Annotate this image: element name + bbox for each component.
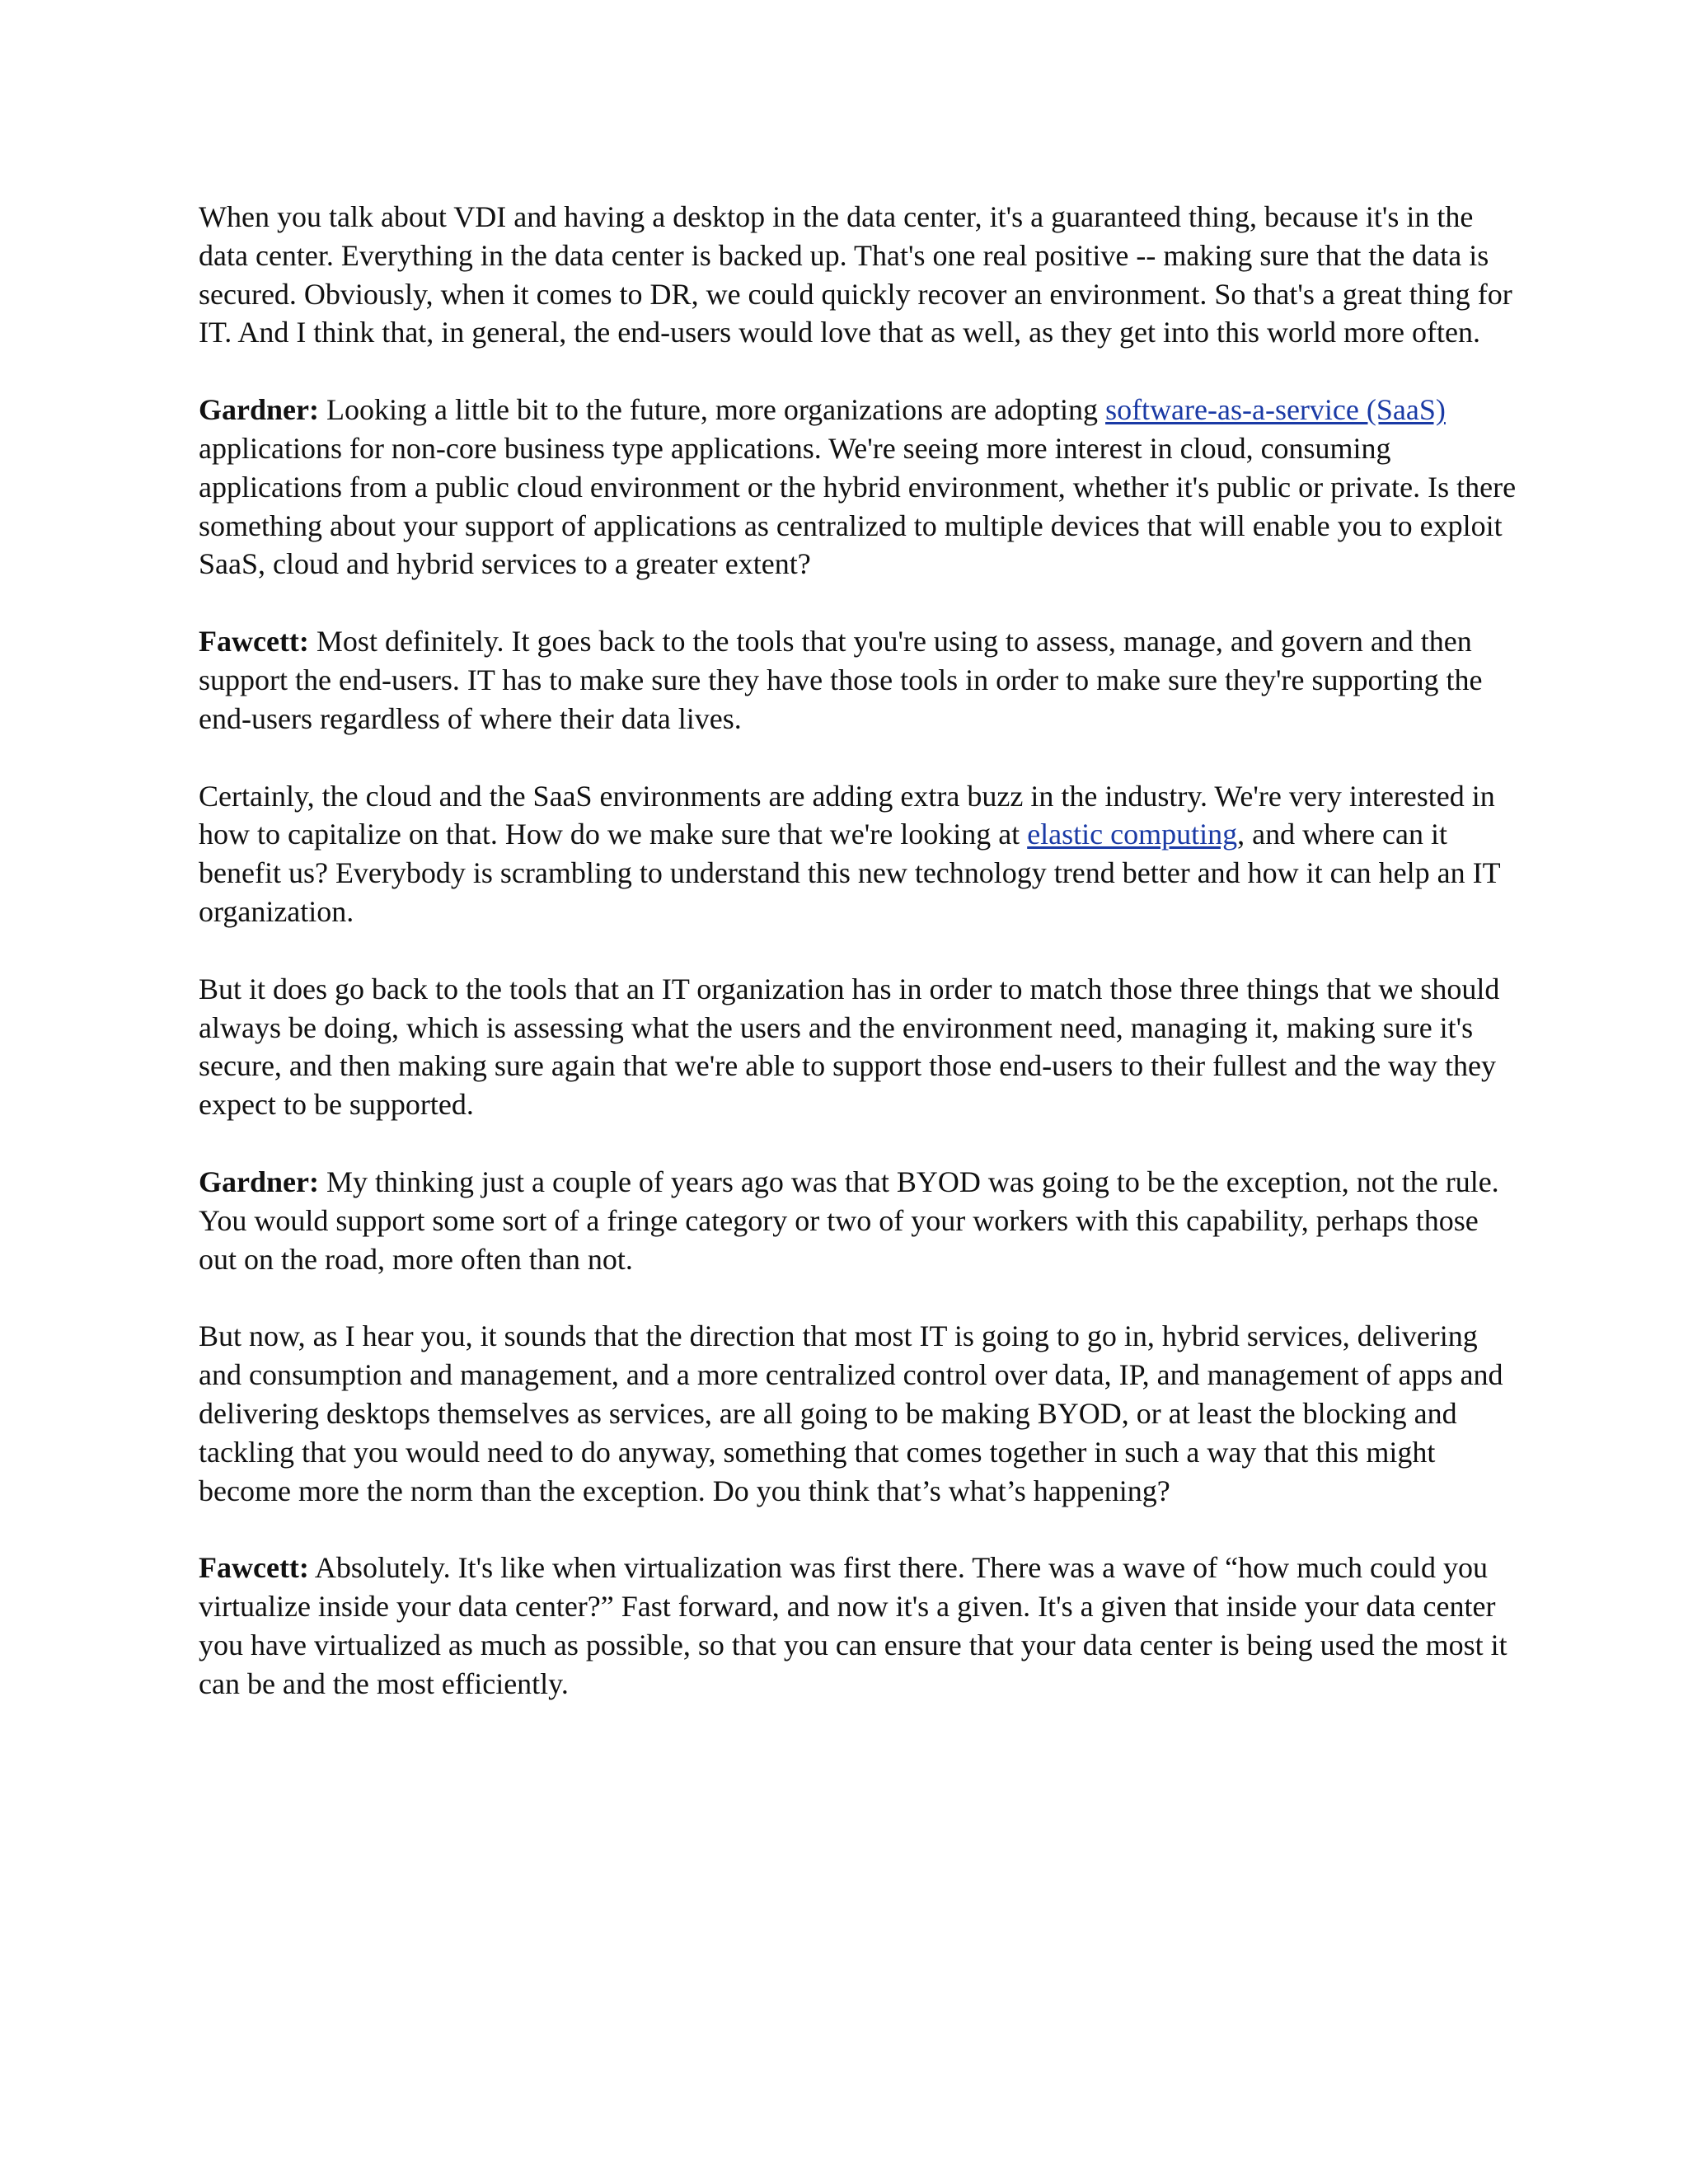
paragraph-text: applications for non-core business type applications. We're seeing more interest in cloud, consuming applications from a public cloud environment or the hybrid environment, whether it's public or private. Is there something about your support of applications as centralized to multiple devices that will enable you to exploit SaaS, cloud and hybrid services to a greater extent? — [199, 431, 1517, 581]
paragraph-7 — [199, 1317, 1517, 1510]
paragraph-4 — [199, 777, 1517, 931]
speaker-label: Fawcett: — [199, 625, 309, 658]
elastic-computing-link[interactable]: elastic computing — [1027, 818, 1238, 851]
paragraph-2 — [199, 391, 1517, 583]
speaker-label: Gardner: — [199, 1165, 319, 1198]
paragraph-3 — [199, 622, 1517, 738]
paragraph-8 — [199, 1549, 1517, 1703]
paragraph-text: My thinking just a couple of years ago was that BYOD was going to be the exception, not the rule. You would support some sort of a fringe category or two of your workers with this capability, perhaps those out on the road, more often than not. — [199, 1165, 1499, 1276]
document-page — [199, 198, 1517, 1742]
paragraph-6 — [199, 1163, 1517, 1278]
paragraph-text: When you talk about VDI and having a desktop in the data center, it's a guaranteed thing, because it's in the data center. Everything in the data center is backed up. That's one real positive -- making sure that the data is secured. Obviously, when it comes to DR, we could quickly recover an environment. So that's a great thing for IT. And I think that, in general, the end-users would love that as well, as they get into this world more often. — [199, 200, 1512, 349]
paragraph-text: Certainly, the cloud and the SaaS environments are adding extra buzz in the industry. We're very interested in how to capitalize on that. How do we make sure that we're looking at — [199, 779, 1495, 851]
saas-link[interactable]: software-as-a-service (SaaS) — [1105, 393, 1446, 427]
speaker-label: Fawcett: — [199, 1551, 309, 1585]
paragraph-text: Looking a little bit to the future, more organizations are adopting — [318, 393, 1106, 427]
paragraph-text: , and where can it benefit us? Everybody is scrambling to understand this new technology trend better and how it can help an IT organization. — [199, 818, 1500, 928]
paragraph-text: But it does go back to the tools that an IT organization has in order to match those three things that we should always be doing, which is assessing what the users and the environment need, managing it, making sure it's secure, and then making sure again that we're able to support those end-users to their fullest and the way they expect to be supported. — [199, 972, 1500, 1122]
paragraph-text: Most definitely. It goes back to the tools that you're using to assess, manage, and govern and then support the end-users. IT has to make sure they have those tools in order to make sure they're supporting the end-users regardless of where their data lives. — [199, 625, 1483, 735]
paragraph-text: But now, as I hear you, it sounds that the direction that most IT is going to go in, hybrid services, delivering and consumption and management, and a more centralized control over data, IP, and management of apps and delivering desktops themselves as services, are all going to be making BYOD, or at least the blocking and tackling that you would need to do anyway, something that comes together in such a way that this might become more the norm than the exception. Do you think that’s what’s happening? — [199, 1319, 1503, 1507]
paragraph-1 — [199, 198, 1517, 352]
paragraph-text: Absolutely. It's like when virtualization was first there. There was a wave of “how much could you virtualize inside your data center?” Fast forward, and now it's a given. It's a given that inside your data center you have virtualized as much as possible, so that you can ensure that your data center is being used the most it can be and the most efficiently. — [199, 1551, 1507, 1700]
speaker-label: Gardner: — [199, 393, 319, 427]
paragraph-5 — [199, 970, 1517, 1124]
